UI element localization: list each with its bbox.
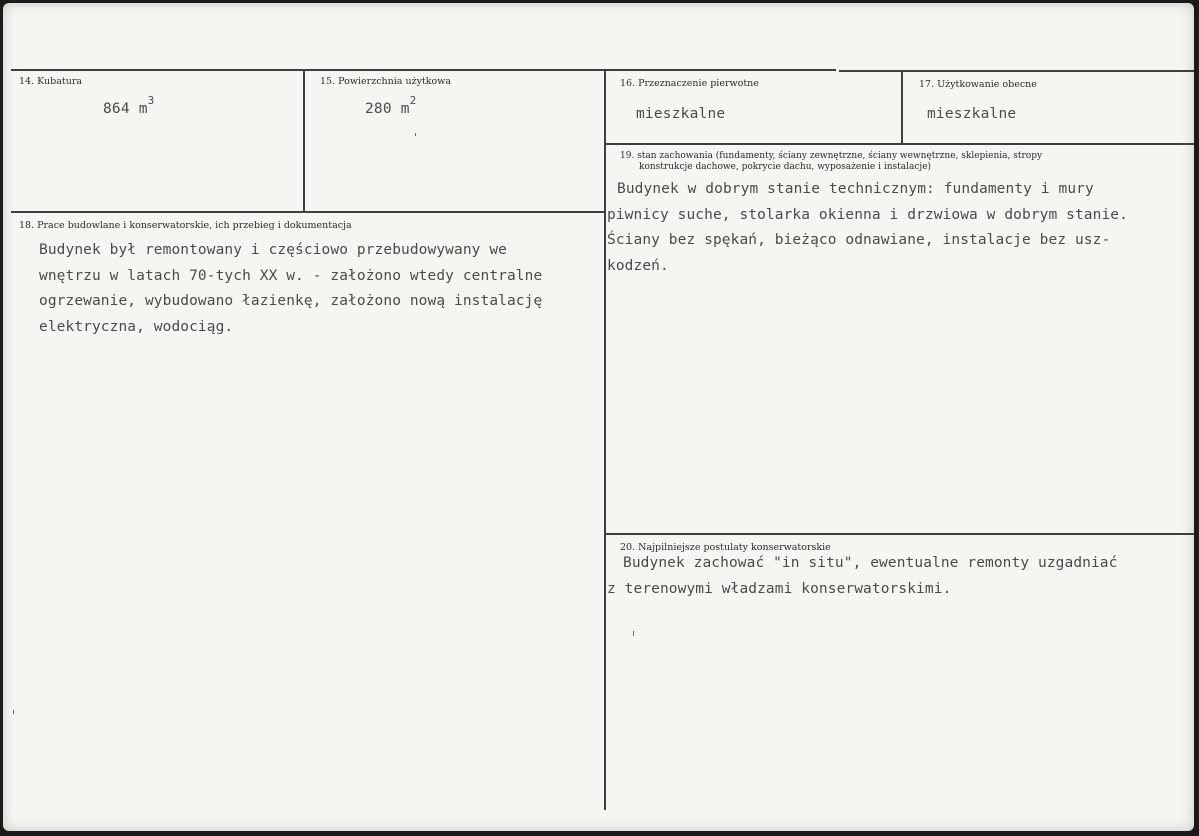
- field-20-text: [607, 551, 1117, 602]
- field-19-text: [607, 177, 1128, 279]
- rule-below-19: [606, 533, 1194, 535]
- field-15-exponent: 2: [409, 94, 417, 107]
- divider-14-15: [303, 70, 305, 211]
- field-18-line: elektryczna, wodociąg.: [39, 318, 234, 335]
- field-19-line: Ściany bez spękań, bieżąco odnawiane, instalacje bez usz-: [607, 232, 1111, 248]
- field-14-exponent: 3: [147, 94, 155, 107]
- field-18-text: [39, 238, 542, 340]
- field-19-line: Budynek w dobrym stanie technicznym: fundamenty i mury: [617, 181, 1094, 197]
- field-17-label: 17. Użytkowanie obecne: [919, 79, 1037, 90]
- field-15-value: [365, 94, 417, 117]
- scan-speck: [415, 133, 416, 136]
- top-rule-left: [11, 69, 836, 71]
- field-14-label: 14. Kubatura: [19, 76, 83, 87]
- scan-speck: [13, 710, 14, 714]
- main-vertical-divider: [604, 70, 606, 810]
- rule-below-16-17: [606, 143, 1194, 145]
- field-18-label: 18. Prace budowlane i konserwatorskie, ich przebieg i dokumentacja: [19, 220, 352, 231]
- rule-below-14-15: [11, 211, 605, 213]
- field-15-label: 15. Powierzchnia użytkowa: [320, 76, 452, 87]
- field-20-line: Budynek zachować "in situ", ewentualne remonty uzgadniać: [623, 555, 1118, 571]
- top-rule-right: [839, 70, 1194, 72]
- field-17-value: mieszkalne: [927, 106, 1017, 122]
- field-14-value-text: 864 m: [103, 100, 148, 117]
- field-20-label: 20. Najpilniejsze postulaty konserwatorskie: [620, 542, 831, 553]
- scan-speck: [633, 631, 634, 636]
- field-18-line: ogrzewanie, wybudowano łazienkę, założono nową instalację: [39, 293, 543, 309]
- field-18-line: wnętrzu w latach 70-tych XX w. - założono wtedy centralne: [39, 267, 543, 284]
- field-20-line: z terenowymi władzami konserwatorskimi.: [607, 580, 952, 597]
- field-19-line: piwnicy suche, stolarka okienna i drzwiowa w dobrym stanie.: [607, 206, 1128, 223]
- record-card: [3, 3, 1194, 831]
- field-16-label: 16. Przeznaczenie pierwotne: [620, 78, 759, 89]
- field-18-line: Budynek był remontowany i częściowo przebudowywany we: [39, 242, 507, 258]
- field-19-label-line1: 19. stan zachowania (fundamenty, ściany zewnętrzne, ściany wewnętrzne, sklepienia, stropy: [620, 151, 1043, 161]
- divider-16-17: [901, 71, 903, 143]
- field-14-value: [103, 94, 155, 117]
- field-19-line: kodzeń.: [607, 257, 669, 274]
- field-15-value-text: 280 m: [365, 100, 410, 117]
- field-19-label-line2: konstrukcje dachowe, pokrycie dachu, wyposażenie i instalacje): [639, 162, 932, 172]
- field-16-value: mieszkalne: [636, 106, 726, 122]
